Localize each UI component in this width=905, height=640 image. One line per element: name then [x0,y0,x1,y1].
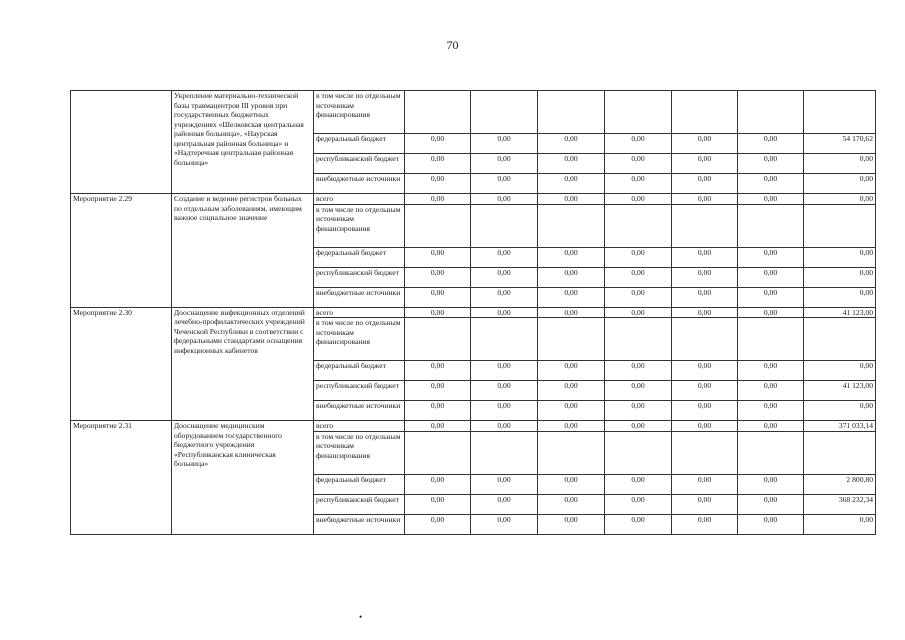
amount-cell: 0,00 [405,154,471,174]
amount-cell: 0,00 [605,474,672,494]
amount-cell: 2 800,80 [804,474,876,494]
amount-cell: 0,00 [405,361,471,381]
amount-cell: 0,00 [738,174,804,194]
amount-cell [471,431,538,474]
amount-cell: 0,00 [538,494,605,514]
amount-cell: 0,00 [672,401,738,421]
amount-cell: 0,00 [804,401,876,421]
amount-cell: 0,00 [405,134,471,154]
amount-cell: 0,00 [672,287,738,307]
amount-cell [605,204,672,247]
amount-cell: 0,00 [605,401,672,421]
amount-cell: 0,00 [605,287,672,307]
amount-cell: 0,00 [471,381,538,401]
amount-cell: 0,00 [804,361,876,381]
amount-cell: 0,00 [804,174,876,194]
amount-cell: 0,00 [538,381,605,401]
amount-cell: 0,00 [738,421,804,432]
amount-cell: 0,00 [804,514,876,534]
measure-code-cell [71,91,172,194]
amount-cell: 371 033,14 [804,421,876,432]
amount-cell: 0,00 [738,514,804,534]
amount-cell [405,204,471,247]
amount-cell: 0,00 [605,247,672,267]
amount-cell [672,318,738,361]
funding-source-cell: федеральный бюджет [314,247,405,267]
funding-source-cell: федеральный бюджет [314,361,405,381]
amount-cell [405,318,471,361]
amount-cell: 0,00 [405,194,471,205]
amount-cell: 0,00 [605,174,672,194]
amount-cell: 0,00 [605,307,672,318]
amount-cell: 0,00 [405,514,471,534]
amount-cell: 0,00 [538,267,605,287]
amount-cell: 0,00 [804,267,876,287]
amount-cell: 0,00 [738,307,804,318]
amount-cell [471,91,538,134]
amount-cell: 0,00 [471,247,538,267]
amount-cell: 0,00 [804,154,876,174]
amount-cell [405,431,471,474]
amount-cell: 0,00 [538,134,605,154]
amount-cell: 0,00 [738,287,804,307]
amount-cell: 0,00 [672,514,738,534]
amount-cell: 0,00 [672,154,738,174]
amount-cell: 0,00 [672,361,738,381]
amount-cell: 0,00 [804,194,876,205]
amount-cell [605,91,672,134]
measure-name-cell: Дооснащение медицинским оборудованием государственного бюджетного учреждения «Республиканская клиническая больница» [172,421,314,535]
amount-cell [672,91,738,134]
funding-source-cell: в том числе по отдельным источникам финансирования [314,431,405,474]
amount-cell: 0,00 [471,361,538,381]
amount-cell: 0,00 [605,514,672,534]
amount-cell: 368 232,34 [804,494,876,514]
amount-cell: 0,00 [672,474,738,494]
amount-cell [538,91,605,134]
funding-source-cell: в том числе по отдельным источникам финансирования [314,318,405,361]
amount-cell: 0,00 [605,194,672,205]
amount-cell: 54 170,62 [804,134,876,154]
amount-cell [738,91,804,134]
amount-cell [804,91,876,134]
amount-cell: 0,00 [471,307,538,318]
measure-name-cell: Укрепление материально-технической базы травмацентров III уровня при государственных бюджетных учреждениях «Шелковская центральная районная больница», «Наурская центральная районная больница» и «Надтеречная центральная районная больница» [172,91,314,194]
table-body [71,91,876,535]
amount-cell: 0,00 [738,401,804,421]
amount-cell: 0,00 [471,421,538,432]
measure-name-cell: Дооснащение инфекционных отделений лечебно-профилактических учреждений Чеченской Республики в соответствии с федеральными стандартами оснащения инфекционных кабинетов [172,307,314,421]
amount-cell: 0,00 [538,421,605,432]
footer-mark: • [359,612,363,622]
amount-cell: 0,00 [738,494,804,514]
amount-cell: 0,00 [471,401,538,421]
amount-cell: 0,00 [738,474,804,494]
amount-cell: 0,00 [471,174,538,194]
amount-cell [804,318,876,361]
funding-source-cell: внебюджетные источники [314,174,405,194]
amount-cell: 0,00 [471,134,538,154]
table-row [71,421,876,432]
amount-cell: 0,00 [605,267,672,287]
amount-cell: 0,00 [405,381,471,401]
amount-cell: 0,00 [738,247,804,267]
amount-cell: 0,00 [538,174,605,194]
amount-cell: 0,00 [471,514,538,534]
amount-cell: 0,00 [738,194,804,205]
table-row [71,194,876,205]
funding-source-cell: всего [314,194,405,205]
amount-cell: 0,00 [672,194,738,205]
amount-cell: 0,00 [672,134,738,154]
amount-cell [538,318,605,361]
amount-cell [738,204,804,247]
financing-table [70,90,876,535]
amount-cell: 0,00 [471,267,538,287]
amount-cell: 0,00 [605,134,672,154]
amount-cell: 0,00 [738,134,804,154]
amount-cell: 0,00 [405,267,471,287]
amount-cell: 0,00 [605,361,672,381]
funding-source-cell: внебюджетные источники [314,401,405,421]
amount-cell: 0,00 [538,474,605,494]
funding-source-cell: республиканский бюджет [314,494,405,514]
amount-cell: 0,00 [605,381,672,401]
funding-source-cell: республиканский бюджет [314,267,405,287]
amount-cell: 0,00 [405,287,471,307]
measure-code-cell: Мероприятие 2.29 [71,194,172,308]
amount-cell: 0,00 [538,514,605,534]
amount-cell: 0,00 [804,247,876,267]
amount-cell [538,431,605,474]
amount-cell: 0,00 [738,361,804,381]
amount-cell: 0,00 [672,307,738,318]
amount-cell: 0,00 [471,154,538,174]
amount-cell: 0,00 [738,267,804,287]
funding-source-cell: федеральный бюджет [314,134,405,154]
measure-code-cell: Мероприятие 2.31 [71,421,172,535]
amount-cell: 0,00 [405,247,471,267]
amount-cell [605,431,672,474]
amount-cell: 0,00 [738,381,804,401]
measure-name-cell: Создание и ведение регистров больных по отдельным заболеваниям, имеющим важное социальное значение [172,194,314,308]
amount-cell [538,204,605,247]
funding-source-cell: всего [314,307,405,318]
amount-cell: 0,00 [471,494,538,514]
amount-cell: 0,00 [605,494,672,514]
amount-cell [738,318,804,361]
amount-cell: 0,00 [672,267,738,287]
amount-cell: 0,00 [804,287,876,307]
amount-cell: 0,00 [738,154,804,174]
amount-cell [804,431,876,474]
amount-cell [804,204,876,247]
amount-cell: 0,00 [605,421,672,432]
amount-cell [672,204,738,247]
table-row [71,91,876,134]
amount-cell: 0,00 [672,381,738,401]
funding-source-cell: республиканский бюджет [314,154,405,174]
funding-source-cell: в том числе по отдельным источникам финансирования [314,204,405,247]
funding-source-cell: внебюджетные источники [314,287,405,307]
amount-cell: 0,00 [538,194,605,205]
amount-cell [471,204,538,247]
amount-cell: 0,00 [405,401,471,421]
amount-cell: 0,00 [405,421,471,432]
amount-cell: 0,00 [538,154,605,174]
amount-cell: 0,00 [471,287,538,307]
funding-source-cell: федеральный бюджет [314,474,405,494]
funding-source-cell: республиканский бюджет [314,381,405,401]
amount-cell: 0,00 [672,247,738,267]
amount-cell: 0,00 [672,421,738,432]
amount-cell: 0,00 [538,247,605,267]
funding-source-cell: в том числе по отдельным источникам финансирования [314,91,405,134]
amount-cell [738,431,804,474]
table-row [71,307,876,318]
amount-cell: 41 123,00 [804,381,876,401]
amount-cell: 0,00 [538,361,605,381]
amount-cell: 0,00 [471,474,538,494]
funding-source-cell: всего [314,421,405,432]
amount-cell [405,91,471,134]
funding-source-cell: внебюджетные источники [314,514,405,534]
amount-cell [471,318,538,361]
amount-cell [605,318,672,361]
amount-cell [672,431,738,474]
amount-cell: 0,00 [538,287,605,307]
amount-cell: 0,00 [672,174,738,194]
amount-cell: 41 123,00 [804,307,876,318]
amount-cell: 0,00 [605,154,672,174]
amount-cell: 0,00 [538,401,605,421]
amount-cell: 0,00 [471,194,538,205]
amount-cell: 0,00 [672,494,738,514]
amount-cell: 0,00 [538,307,605,318]
page-number: 70 [446,38,459,52]
amount-cell: 0,00 [405,494,471,514]
amount-cell: 0,00 [405,474,471,494]
measure-code-cell: Мероприятие 2.30 [71,307,172,421]
amount-cell: 0,00 [405,307,471,318]
amount-cell: 0,00 [405,174,471,194]
